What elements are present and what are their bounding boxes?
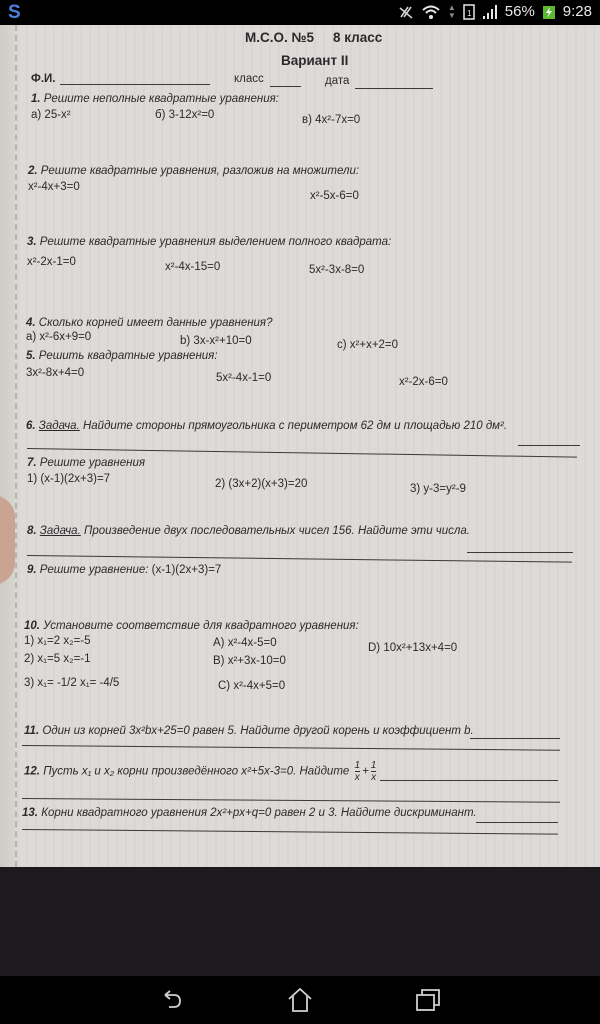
name-label: Ф.И.	[31, 73, 56, 85]
svg-text:1: 1	[466, 8, 472, 18]
navigation-bar	[0, 976, 600, 1024]
task-10-roots-3: 3) x₁= -1/2 x₁= -4/5	[24, 677, 120, 689]
task-5-item-1: 3x²-8x+4=0	[26, 367, 85, 379]
task-3-item-2: x²-4x-15=0	[165, 261, 221, 273]
task-12-prompt: 12. Пусть x₁ и x₂ корни произведённого x²+5x-3=0. Найдите $\frac{1}{x}$ + $\frac{1}{x}$	[24, 760, 377, 783]
date-blank	[355, 88, 433, 89]
task-3-item-1: x²-2x-1=0	[27, 256, 76, 268]
task-4-item-c: c) x²+x+2=0	[337, 339, 399, 351]
mute-icon	[398, 4, 414, 20]
task-2-item-1: x²-4x+3=0	[28, 181, 80, 193]
finger	[0, 495, 15, 585]
status-bar	[0, 0, 600, 25]
task-4-item-a: a) x²-6x+9=0	[26, 331, 92, 343]
task-10-prompt: 10. Установите соответствие для квадратного уравнения:	[24, 620, 359, 632]
task-11-answer-blank	[470, 738, 560, 739]
signal-icon	[482, 4, 498, 20]
task-10-roots-2: 2) x₁=5 x₂=-1	[24, 653, 91, 665]
task-7-item-1: 1) (x-1)(2x+3)=7	[27, 473, 111, 485]
worksheet-title: М.С.О. №5	[245, 30, 315, 45]
worksheet-variant: Вариант II	[281, 53, 349, 68]
task-5-item-2: 5x²-4x-1=0	[216, 372, 272, 384]
back-button[interactable]	[158, 986, 188, 1014]
task-13-prompt: 13. Корни квадратного уравнения 2x²+px+q=0 равен 2 и 3. Найдите дискриминант.	[22, 807, 477, 819]
task-9-prompt: 9. Решите уравнение: (x-1)(2x+3)=7	[27, 564, 222, 576]
task-13-answer-blank	[476, 822, 558, 823]
worksheet-grade: 8 класс	[333, 30, 383, 45]
task-8-answer-blank	[467, 552, 573, 553]
task-1-item-b: б) 3-12x²=0	[155, 109, 215, 121]
task-4-item-b: b) 3x-x²+10=0	[180, 335, 252, 347]
task-7-prompt: 7. Решите уравнения	[27, 457, 145, 469]
name-blank	[60, 84, 210, 85]
task-2-prompt: 2. Решите квадратные уравнения, разложив на множители:	[28, 165, 360, 177]
task-7-item-2: 2) (3x+2)(x+3)=20	[215, 478, 308, 490]
recent-apps-icon	[415, 988, 441, 1012]
task-6-prompt: 6. Задача. Найдите стороны прямоугольника с периметром 62 дм и площадью 210 дм².	[26, 420, 508, 432]
task-1-item-a: а) 25-x²	[31, 109, 71, 121]
task-12-answer-blank	[380, 780, 558, 781]
task-1-item-c: в) 4x²-7x=0	[302, 114, 361, 126]
task-4-prompt: 4. Сколько корней имеет данные уравнения?	[26, 317, 273, 329]
home-button[interactable]	[285, 986, 315, 1014]
table-surface	[0, 867, 600, 976]
task-2-item-2: x²-5x-6=0	[310, 190, 359, 202]
task-10-eq-d: D) 10x²+13x+4=0	[368, 642, 458, 654]
task-3-item-3: 5x²-3x-8=0	[309, 264, 365, 276]
worksheet-paper	[15, 25, 600, 867]
photo-viewer	[0, 25, 600, 976]
clock: 9:28	[562, 3, 592, 20]
task-8-prompt: 8. Задача. Произведение двух последовательных чисел 156. Найдите эти числа.	[27, 525, 470, 537]
recent-apps-button[interactable]	[413, 986, 443, 1014]
back-icon	[161, 988, 185, 1012]
task-7-item-3: 3) y-3=y²-9	[410, 483, 466, 495]
fraction-1-over-x: $\frac{1}{x}$	[354, 760, 361, 783]
home-icon	[287, 987, 313, 1013]
task-5-item-3: x²-2x-6=0	[399, 376, 448, 388]
task-1-prompt: 1. Решите неполные квадратные уравнения:	[31, 93, 279, 105]
battery-charging-icon	[542, 4, 556, 20]
task-6-answer-blank	[518, 445, 580, 446]
class-blank	[270, 86, 301, 87]
s-app-icon: S	[8, 2, 21, 23]
task-5-prompt: 5. Решить квадратные уравнения:	[26, 350, 218, 362]
task-10-eq-c: C) x²-4x+5=0	[218, 680, 286, 692]
data-arrows-icon: ▲ ▼	[447, 2, 456, 20]
sim-1-icon	[463, 4, 475, 20]
task-10-eq-b: B) x²+3x-10=0	[213, 655, 286, 667]
fraction-1-over-x-2: $\frac{1}{x}$	[370, 760, 377, 783]
battery-percent: 56%	[504, 3, 535, 20]
class-label: класс	[234, 73, 264, 85]
task-10-roots-1: 1) x₁=2 x₂=-5	[24, 635, 91, 647]
task-11-prompt: 11. Один из корней 3x²bx+25=0 равен 5. Найдите другой корень и коэффициент b.	[24, 725, 474, 737]
task-3-prompt: 3. Решите квадратные уравнения выделением полного квадрата:	[27, 236, 392, 248]
date-label: дата	[325, 75, 350, 87]
task-10-eq-a: A) x²-4x-5=0	[213, 637, 277, 649]
wifi-icon	[421, 4, 441, 20]
